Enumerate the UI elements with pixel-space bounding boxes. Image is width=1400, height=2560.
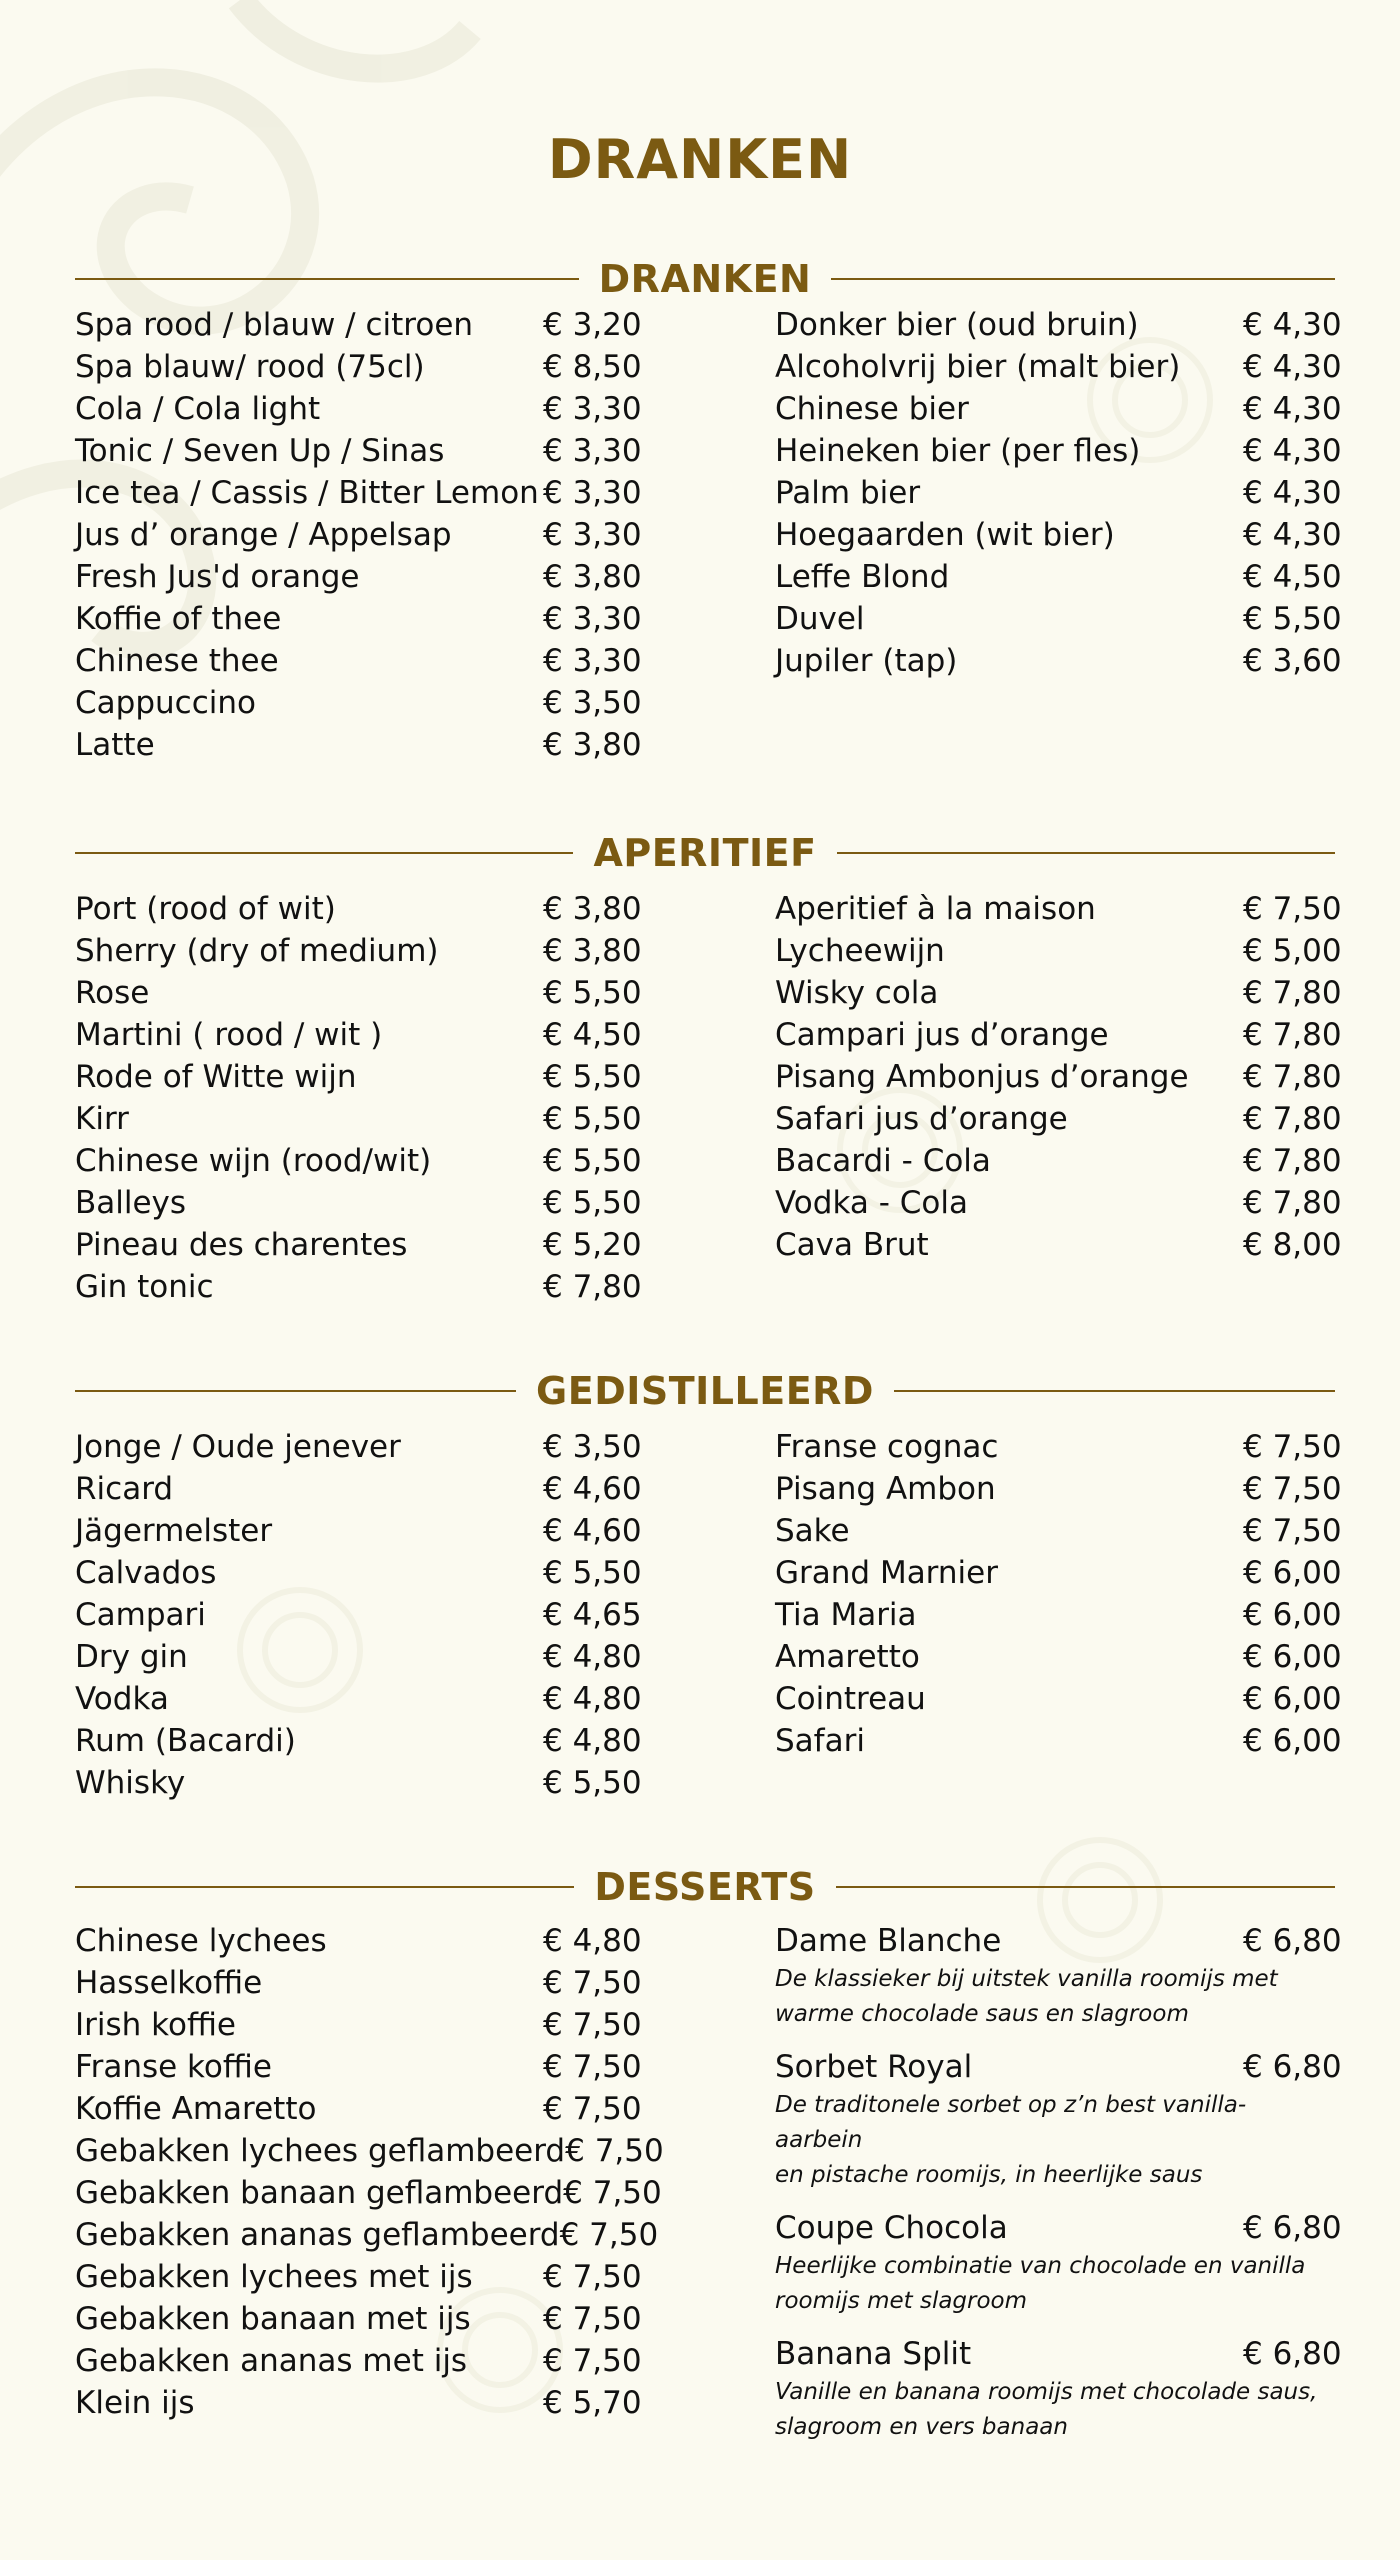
menu-item [75,472,642,514]
item-name: Donker bier (oud bruin) [775,307,1139,343]
menu-item [75,598,642,640]
item-name: Palm bier [775,475,921,511]
item-price: € 6,80 [1243,2336,1342,2372]
item-name: Gebakken ananas met ijs [75,2343,468,2379]
menu-item [775,472,1342,514]
item-name: Gebakken banaan met ijs [75,2301,471,2337]
item-name: Campari [75,1597,206,1633]
menu-item [75,1720,642,1762]
menu-item [775,2333,1342,2375]
description-line: roomijs met slagroom [775,2288,1028,2314]
item-price: € 4,60 [543,1471,642,1507]
item-name: Gebakken banaan geflambeerd [75,2175,564,2211]
item-name: Lycheewijn [775,933,945,969]
menu-item [75,930,642,972]
item-price: € 7,80 [1243,1185,1342,1221]
menu-item [775,388,1342,430]
item-price: € 3,30 [543,391,642,427]
item-name: Coupe Chocola [775,2210,1008,2246]
item-price: € 7,80 [1243,1059,1342,1095]
item-price: € 4,30 [1243,475,1342,511]
menu-item [75,430,642,472]
item-price: € 7,50 [543,2301,642,2337]
item-price: € 4,80 [543,1681,642,1717]
item-price: € 5,00 [1243,933,1342,969]
menu-column-left [75,1920,664,2459]
section-heading: GEDISTILLEERD [536,1369,874,1413]
menu-item [775,1468,1342,1510]
item-price: € 8,50 [543,349,642,385]
item-price: € 3,50 [543,685,642,721]
item-price: € 6,00 [1243,1681,1342,1717]
item-price: € 3,30 [543,517,642,553]
menu-item [75,1552,642,1594]
menu-item [75,388,642,430]
item-name: Duvel [775,601,865,637]
item-price: € 4,60 [543,1513,642,1549]
item-price: € 4,50 [543,1017,642,1053]
item-name: Jus d’ orange / Appelsap [75,517,452,553]
item-name: Irish koffie [75,2007,237,2043]
menu-item [75,1920,642,1962]
item-price: € 3,60 [1243,643,1342,679]
item-name: Wisky cola [775,975,939,1011]
item-name: Vodka [75,1681,169,1717]
item-price: € 4,30 [1243,433,1342,469]
item-name: Gebakken ananas geflambeerd [75,2217,560,2253]
menu-item [75,2340,642,2382]
item-price: € 3,30 [543,433,642,469]
item-name: Hasselkoffie [75,1965,263,2001]
item-price: € 6,80 [1243,2049,1342,2085]
item-name: Pisang Ambon [775,1471,996,1507]
section-aperitief [75,828,1342,1308]
divider-line [75,278,579,280]
menu-item [775,2046,1342,2088]
menu-item [775,430,1342,472]
item-price: € 4,80 [543,1923,642,1959]
menu-item [75,2298,642,2340]
item-name: Pisang Ambonjus d’orange [775,1059,1189,1095]
item-description [775,2249,1335,2319]
item-price: € 7,50 [543,2049,642,2085]
item-name: Amaretto [775,1639,920,1675]
item-name: Martini ( rood / wit ) [75,1017,383,1053]
item-name: Koffie Amaretto [75,2091,317,2127]
item-name: Chinese thee [75,643,279,679]
menu-item [75,1594,642,1636]
menu-column-left [75,304,642,766]
item-name: Campari jus d’orange [775,1017,1109,1053]
menu-item [775,2207,1342,2249]
menu-item [75,1762,642,1804]
item-price: € 7,50 [563,2175,662,2211]
item-name: Alcoholvrij bier (malt bier) [775,349,1181,385]
menu-item [75,1636,642,1678]
item-price: € 3,20 [543,307,642,343]
menu-item [75,1266,642,1308]
item-name: Kirr [75,1101,129,1137]
menu-column-right [775,1426,1342,1804]
item-price: € 3,50 [543,1429,642,1465]
menu-column-left [75,888,642,1308]
menu-item [75,2256,642,2298]
menu-item [75,1678,642,1720]
menu-item [75,1098,642,1140]
item-price: € 7,80 [1243,975,1342,1011]
item-name: Banana Split [775,2336,972,2372]
item-name: Safari jus d’orange [775,1101,1068,1137]
menu-item [775,1098,1342,1140]
menu-column-left [75,1426,642,1804]
item-price: € 5,70 [543,2385,642,2421]
section-header [75,828,1335,878]
item-price: € 5,50 [543,1143,642,1179]
item-price: € 5,50 [543,1555,642,1591]
item-name: Sorbet Royal [775,2049,973,2085]
description-line: slagroom en vers banaan [775,2414,1068,2440]
menu-item [775,1678,1342,1720]
item-price: € 7,50 [1243,1471,1342,1507]
item-name: Latte [75,727,155,763]
item-name: Dry gin [75,1639,188,1675]
menu-item [775,1510,1342,1552]
menu-item [75,682,642,724]
dessert-item [775,2207,1342,2319]
item-name: Ricard [75,1471,174,1507]
menu-item [75,1468,642,1510]
menu-item [75,514,642,556]
item-price: € 5,50 [1243,601,1342,637]
section-header [75,1862,1335,1912]
item-price: € 7,50 [543,1965,642,2001]
menu-item [775,1056,1342,1098]
menu-item [75,1014,642,1056]
item-price: € 3,80 [543,727,642,763]
menu-column-right [775,1920,1342,2459]
section-header [75,1366,1335,1416]
item-price: € 3,30 [543,643,642,679]
item-name: Sake [775,1513,850,1549]
item-price: € 5,50 [543,1185,642,1221]
item-price: € 5,50 [543,975,642,1011]
item-description [775,2375,1335,2445]
menu-item [775,1636,1342,1678]
menu-item [75,888,642,930]
item-name: Tonic / Seven Up / Sinas [75,433,445,469]
menu-item [775,556,1342,598]
menu-column-right [775,888,1342,1308]
divider-line [831,278,1335,280]
item-price: € 5,50 [543,1059,642,1095]
item-price: € 4,30 [1243,307,1342,343]
item-name: Port (rood of wit) [75,891,336,927]
item-price: € 4,30 [1243,517,1342,553]
menu-item [775,1720,1342,1762]
item-price: € 7,50 [543,2259,642,2295]
menu-column-right [775,304,1342,766]
item-name: Leffe Blond [775,559,950,595]
item-price: € 5,50 [543,1765,642,1801]
menu-item [75,2214,659,2256]
item-price: € 7,80 [1243,1101,1342,1137]
menu-item [75,1510,642,1552]
item-name: Hoegaarden (wit bier) [775,517,1115,553]
item-name: Rode of Witte wijn [75,1059,357,1095]
section-dranken [75,254,1342,766]
item-name: Jupiler (tap) [775,643,958,679]
item-name: Sherry (dry of medium) [75,933,439,969]
item-name: Klein ijs [75,2385,195,2421]
item-name: Chinese bier [775,391,969,427]
divider-line [894,1390,1335,1392]
dessert-item [775,2046,1342,2193]
item-price: € 3,80 [543,891,642,927]
menu-item [775,972,1342,1014]
item-price: € 7,50 [1243,1429,1342,1465]
item-name: Aperitief à la maison [775,891,1096,927]
item-name: Vodka - Cola [775,1185,968,1221]
item-price: € 7,50 [543,2007,642,2043]
item-price: € 6,80 [1243,1923,1342,1959]
description-line: Vanille en banana roomijs met chocolade saus, [775,2379,1318,2405]
section-heading: DRANKEN [598,257,812,301]
menu-item [775,304,1342,346]
item-price: € 4,65 [543,1597,642,1633]
item-name: Franse koffie [75,2049,272,2085]
item-name: Heineken bier (per fles) [775,433,1141,469]
menu-item [75,972,642,1014]
menu-item [75,1962,642,2004]
menu-item [775,1594,1342,1636]
item-description [775,1962,1335,2032]
item-name: Fresh Jus'd orange [75,559,360,595]
item-name: Chinese wijn (rood/wit) [75,1143,432,1179]
menu-item [775,640,1342,682]
item-name: Jägermelster [75,1513,273,1549]
menu-item [75,1140,642,1182]
item-price: € 6,00 [1243,1555,1342,1591]
item-name: Spa blauw/ rood (75cl) [75,349,425,385]
menu-item [75,2172,662,2214]
menu-item [75,2088,642,2130]
menu-item [775,1014,1342,1056]
item-price: € 7,80 [1243,1143,1342,1179]
item-price: € 6,00 [1243,1723,1342,1759]
dessert-item [775,2333,1342,2445]
item-name: Balleys [75,1185,187,1221]
item-price: € 7,50 [565,2133,664,2169]
item-name: Pineau des charentes [75,1227,408,1263]
section-desserts [75,1862,1342,2459]
menu-item [75,1426,642,1468]
menu-item [75,640,642,682]
item-name: Tia Maria [775,1597,917,1633]
item-price: € 4,50 [1243,559,1342,595]
item-name: Ice tea / Cassis / Bitter Lemon [75,475,539,511]
page-title: DRANKEN [547,128,853,191]
menu-item [775,346,1342,388]
menu-item [775,1140,1342,1182]
dessert-item [775,1920,1342,2032]
menu-item [75,724,642,766]
item-name: Bacardi - Cola [775,1143,991,1179]
description-line: en pistache roomijs, in heerlijke saus [775,2162,1203,2188]
menu-item [775,1224,1342,1266]
item-name: Cappuccino [75,685,256,721]
description-line: Heerlijke combinatie van chocolade en vanilla [775,2253,1306,2279]
item-name: Safari [775,1723,865,1759]
description-line: De klassieker bij uitstek vanilla roomijs met [775,1966,1278,1992]
item-name: Cava Brut [775,1227,929,1263]
item-name: Calvados [75,1555,217,1591]
item-price: € 3,80 [543,559,642,595]
menu-item [75,2130,664,2172]
section-gedistilleerd [75,1366,1342,1804]
item-name: Jonge / Oude jenever [75,1429,401,1465]
item-price: € 5,20 [543,1227,642,1263]
item-price: € 7,80 [1243,1017,1342,1053]
menu-item [75,1182,642,1224]
item-price: € 3,80 [543,933,642,969]
menu-item [775,1552,1342,1594]
item-name: Koffie of thee [75,601,282,637]
menu-item [775,1182,1342,1224]
item-price: € 7,50 [543,2091,642,2127]
item-name: Grand Marnier [775,1555,998,1591]
item-name: Rose [75,975,150,1011]
item-price: € 4,80 [543,1723,642,1759]
menu-item [75,2004,642,2046]
menu-item [75,1224,642,1266]
description-line: warme chocolade saus en slagroom [775,2001,1189,2027]
item-name: Chinese lychees [75,1923,327,1959]
menu-item [75,1056,642,1098]
item-price: € 4,30 [1243,391,1342,427]
menu-item [775,1920,1342,1962]
menu-item [775,1426,1342,1468]
item-name: Franse cognac [775,1429,999,1465]
item-price: € 7,50 [559,2217,659,2253]
menu-item [775,888,1342,930]
item-price: € 8,00 [1243,1227,1342,1263]
item-price: € 6,80 [1243,2210,1342,2246]
item-name: Dame Blanche [775,1923,1002,1959]
item-price: € 7,50 [1243,1513,1342,1549]
menu-item [775,514,1342,556]
menu-item [75,2382,642,2424]
item-price: € 4,80 [543,1639,642,1675]
item-price: € 3,30 [543,475,642,511]
menu-item [75,2046,642,2088]
item-name: Gebakken lychees met ijs [75,2259,473,2295]
item-price: € 4,30 [1243,349,1342,385]
menu-item [775,930,1342,972]
item-price: € 5,50 [543,1101,642,1137]
divider-line [75,852,573,854]
item-name: Gebakken lychees geflambeerd [75,2133,566,2169]
item-price: € 7,80 [543,1269,642,1305]
divider-line [75,1886,574,1888]
item-name: Spa rood / blauw / citroen [75,307,474,343]
menu-item [775,598,1342,640]
divider-line [836,1886,1335,1888]
item-name: Cola / Cola light [75,391,321,427]
section-heading: DESSERTS [594,1865,816,1909]
item-price: € 6,00 [1243,1597,1342,1633]
divider-line [837,852,1335,854]
item-name: Rum (Bacardi) [75,1723,296,1759]
menu-item [75,556,642,598]
section-header [75,254,1335,304]
item-name: Whisky [75,1765,186,1801]
item-price: € 6,00 [1243,1639,1342,1675]
item-price: € 3,30 [543,601,642,637]
item-price: € 7,50 [543,2343,642,2379]
divider-line [75,1390,516,1392]
item-price: € 7,50 [1243,891,1342,927]
description-line: De traditonele sorbet op z’n best vanilla- aarbein [775,2092,1247,2153]
item-description [775,2088,1335,2193]
section-heading: APERITIEF [593,831,817,875]
menu-item [75,304,642,346]
item-name: Gin tonic [75,1269,214,1305]
item-name: Cointreau [775,1681,926,1717]
menu-item [75,346,642,388]
